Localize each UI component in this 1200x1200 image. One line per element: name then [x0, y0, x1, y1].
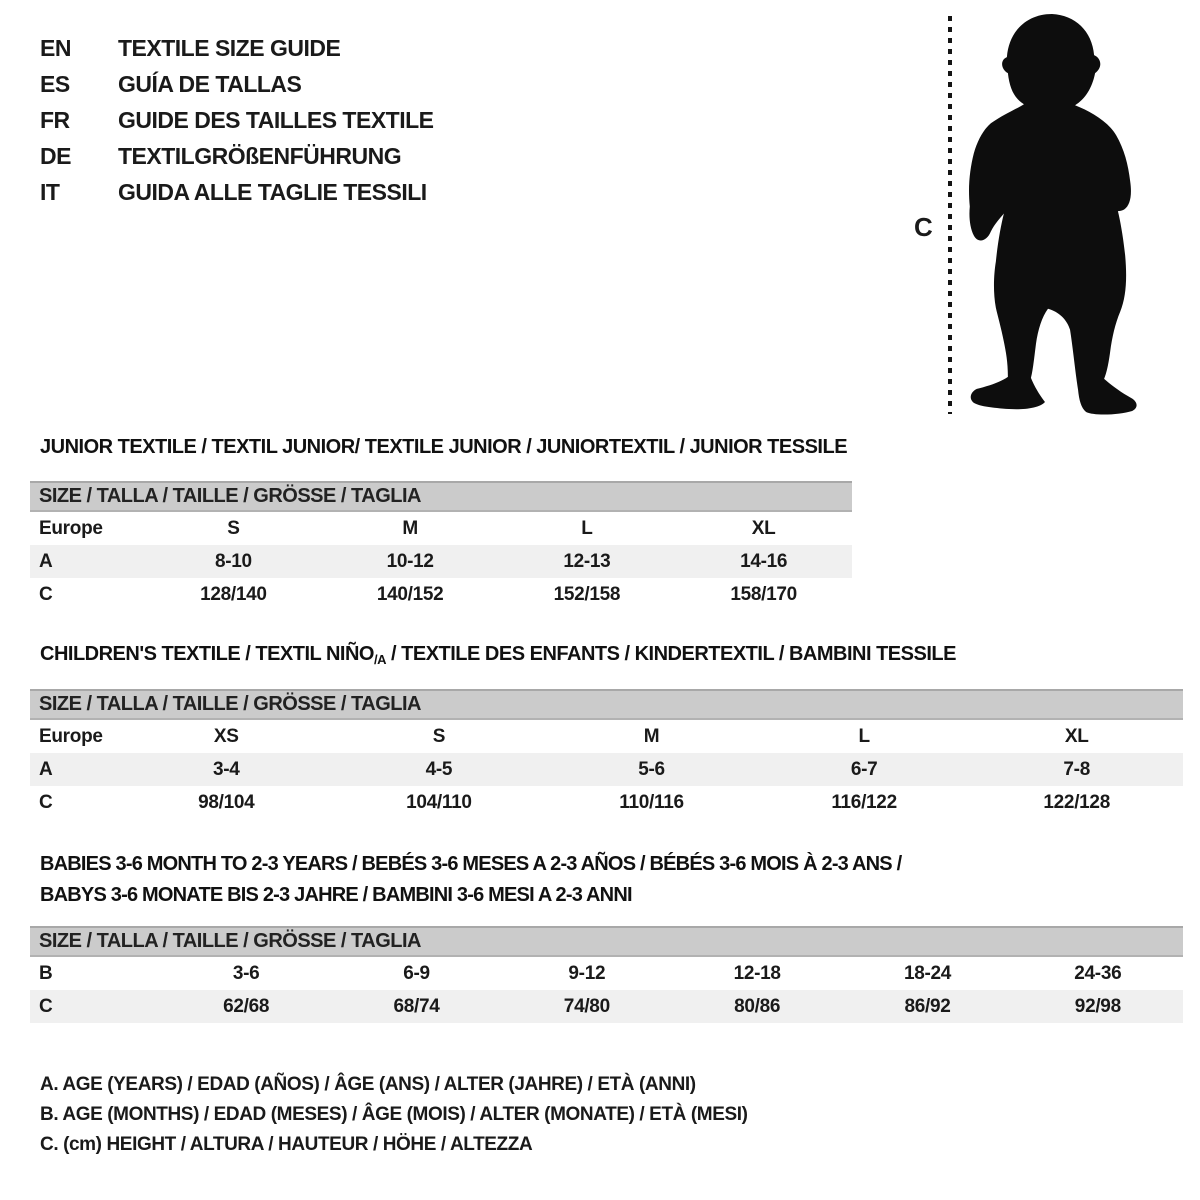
lang-code: FR — [40, 107, 70, 133]
cell-value: 12-18 — [733, 963, 781, 984]
cell-value: 74/80 — [563, 996, 610, 1017]
cell-value: 10-12 — [386, 551, 434, 572]
cell-value: 24-36 — [1074, 963, 1122, 984]
cell-value: 86/92 — [904, 996, 951, 1017]
cell-value: 158/170 — [730, 584, 797, 605]
cell-value: S — [432, 726, 446, 747]
footnote-a: A. AGE (YEARS) / EDAD (AÑOS) / ÂGE (ANS) / ALTER (JAHRE) / ETÀ (ANNI) — [40, 1074, 696, 1095]
lang-title: GUIDA ALLE TAGLIE TESSILI — [118, 179, 427, 205]
junior-section-heading: JUNIOR TEXTILE / TEXTIL JUNIOR/ TEXTILE JUNIOR / JUNIORTEXTIL / JUNIOR TESSILE — [40, 436, 848, 458]
lang-title: TEXTILE SIZE GUIDE — [118, 35, 341, 61]
cell-value: 6-9 — [403, 963, 430, 984]
cell-value: 3-6 — [232, 963, 260, 984]
lang-row-de — [40, 138, 434, 174]
row-label: B — [39, 963, 53, 984]
cell-value: 4-5 — [425, 759, 453, 780]
table-row — [30, 957, 1183, 990]
cell-value: 14-16 — [740, 551, 788, 572]
cell-value: 68/74 — [393, 996, 440, 1017]
height-measure-label: C — [914, 212, 933, 242]
lang-row-en — [40, 30, 434, 66]
cell-value: 116/122 — [831, 792, 897, 813]
lang-code: DE — [40, 143, 71, 169]
row-label: A — [39, 759, 53, 780]
table-row — [30, 786, 1183, 819]
row-label: C — [39, 792, 53, 813]
cell-value: 128/140 — [200, 584, 267, 605]
lang-code: ES — [40, 71, 70, 97]
cell-value: 5-6 — [638, 759, 665, 780]
cell-value: 80/86 — [734, 996, 781, 1017]
cell-value: 8-10 — [214, 551, 252, 572]
junior-table-rows — [30, 512, 852, 611]
cell-value: XS — [213, 726, 239, 747]
table-row — [30, 512, 852, 545]
children-table-rows — [30, 720, 1183, 819]
cell-value: 9-12 — [568, 963, 606, 984]
lang-code: IT — [40, 179, 60, 205]
toddler-silhouette — [963, 12, 1140, 418]
footnotes — [40, 1070, 748, 1160]
cell-value: 3-4 — [213, 759, 240, 780]
cell-value: S — [227, 518, 240, 539]
table-row — [30, 990, 1183, 1023]
babies-table-rows — [30, 957, 1183, 1023]
babies-section-heading — [40, 849, 901, 911]
language-title-block — [40, 30, 434, 210]
cell-value: 12-13 — [563, 551, 611, 572]
footnote-b: B. AGE (MONTHS) / EDAD (MESES) / ÂGE (MOIS) / ALTER (MONATE) / ETÀ (MESI) — [40, 1104, 748, 1125]
cell-value: 92/98 — [1074, 996, 1121, 1017]
row-label: C — [39, 584, 53, 605]
cell-value: 98/104 — [198, 792, 255, 813]
cell-value: 104/110 — [406, 792, 472, 813]
babies-size-table — [30, 926, 1183, 1023]
lang-title: TEXTILGRÖßENFÜHRUNG — [118, 143, 402, 169]
children-heading-sub: /A — [373, 652, 386, 667]
cell-value: L — [581, 518, 593, 539]
babies-heading-line2: BABYS 3-6 MONATE BIS 2-3 JAHRE / BAMBINI 3-6 MESI A 2-3 ANNI — [40, 884, 632, 906]
row-label: C — [39, 996, 53, 1017]
children-size-table — [30, 689, 1183, 819]
size-table-header: SIZE / TALLA / TAILLE / GRÖSSE / TAGLIA — [30, 689, 1183, 720]
cell-value: L — [858, 726, 870, 747]
cell-value: 110/116 — [619, 792, 684, 813]
table-row — [30, 578, 852, 611]
table-row — [30, 720, 1183, 753]
footnote-c: C. (cm) HEIGHT / ALTURA / HAUTEUR / HÖHE / ALTEZZA — [40, 1134, 533, 1155]
cell-value: 18-24 — [903, 963, 952, 984]
lang-title: GUÍA DE TALLAS — [118, 71, 302, 97]
junior-size-table — [30, 481, 852, 611]
table-row — [30, 753, 1183, 786]
children-heading-before: CHILDREN'S TEXTILE / TEXTIL NIÑO — [40, 643, 374, 665]
cell-value: 6-7 — [850, 759, 878, 780]
children-section-heading — [40, 643, 956, 667]
cell-value: 152/158 — [553, 584, 621, 605]
lang-title: GUIDE DES TAILLES TEXTILE — [118, 107, 434, 133]
cell-value: M — [643, 726, 660, 747]
cell-value: XL — [751, 518, 776, 539]
size-table-header: SIZE / TALLA / TAILLE / GRÖSSE / TAGLIA — [30, 926, 1183, 957]
row-label: Europe — [39, 726, 103, 747]
lang-row-fr — [40, 102, 434, 138]
lang-row-it — [40, 174, 434, 210]
row-label: A — [39, 551, 53, 572]
cell-value: XL — [1064, 726, 1089, 747]
cell-value: 140/152 — [376, 584, 444, 605]
cell-value: M — [402, 518, 418, 539]
size-table-header: SIZE / TALLA / TAILLE / GRÖSSE / TAGLIA — [30, 481, 852, 512]
babies-heading-line1: BABIES 3-6 MONTH TO 2-3 YEARS / BEBÉS 3-6 MESES A 2-3 AÑOS / BÉBÉS 3-6 MOIS À 2-3 ANS / — [40, 853, 902, 875]
lang-row-es — [40, 66, 434, 102]
children-heading-after: / TEXTILE DES ENFANTS / KINDERTEXTIL / BAMBINI TESSILE — [385, 643, 956, 665]
cell-value: 122/128 — [1043, 792, 1110, 813]
row-label: Europe — [39, 518, 103, 539]
lang-code: EN — [40, 35, 71, 61]
table-row — [30, 545, 852, 578]
cell-value: 62/68 — [223, 996, 270, 1017]
height-measure-dashed-line — [948, 16, 952, 414]
cell-value: 7-8 — [1063, 759, 1090, 780]
